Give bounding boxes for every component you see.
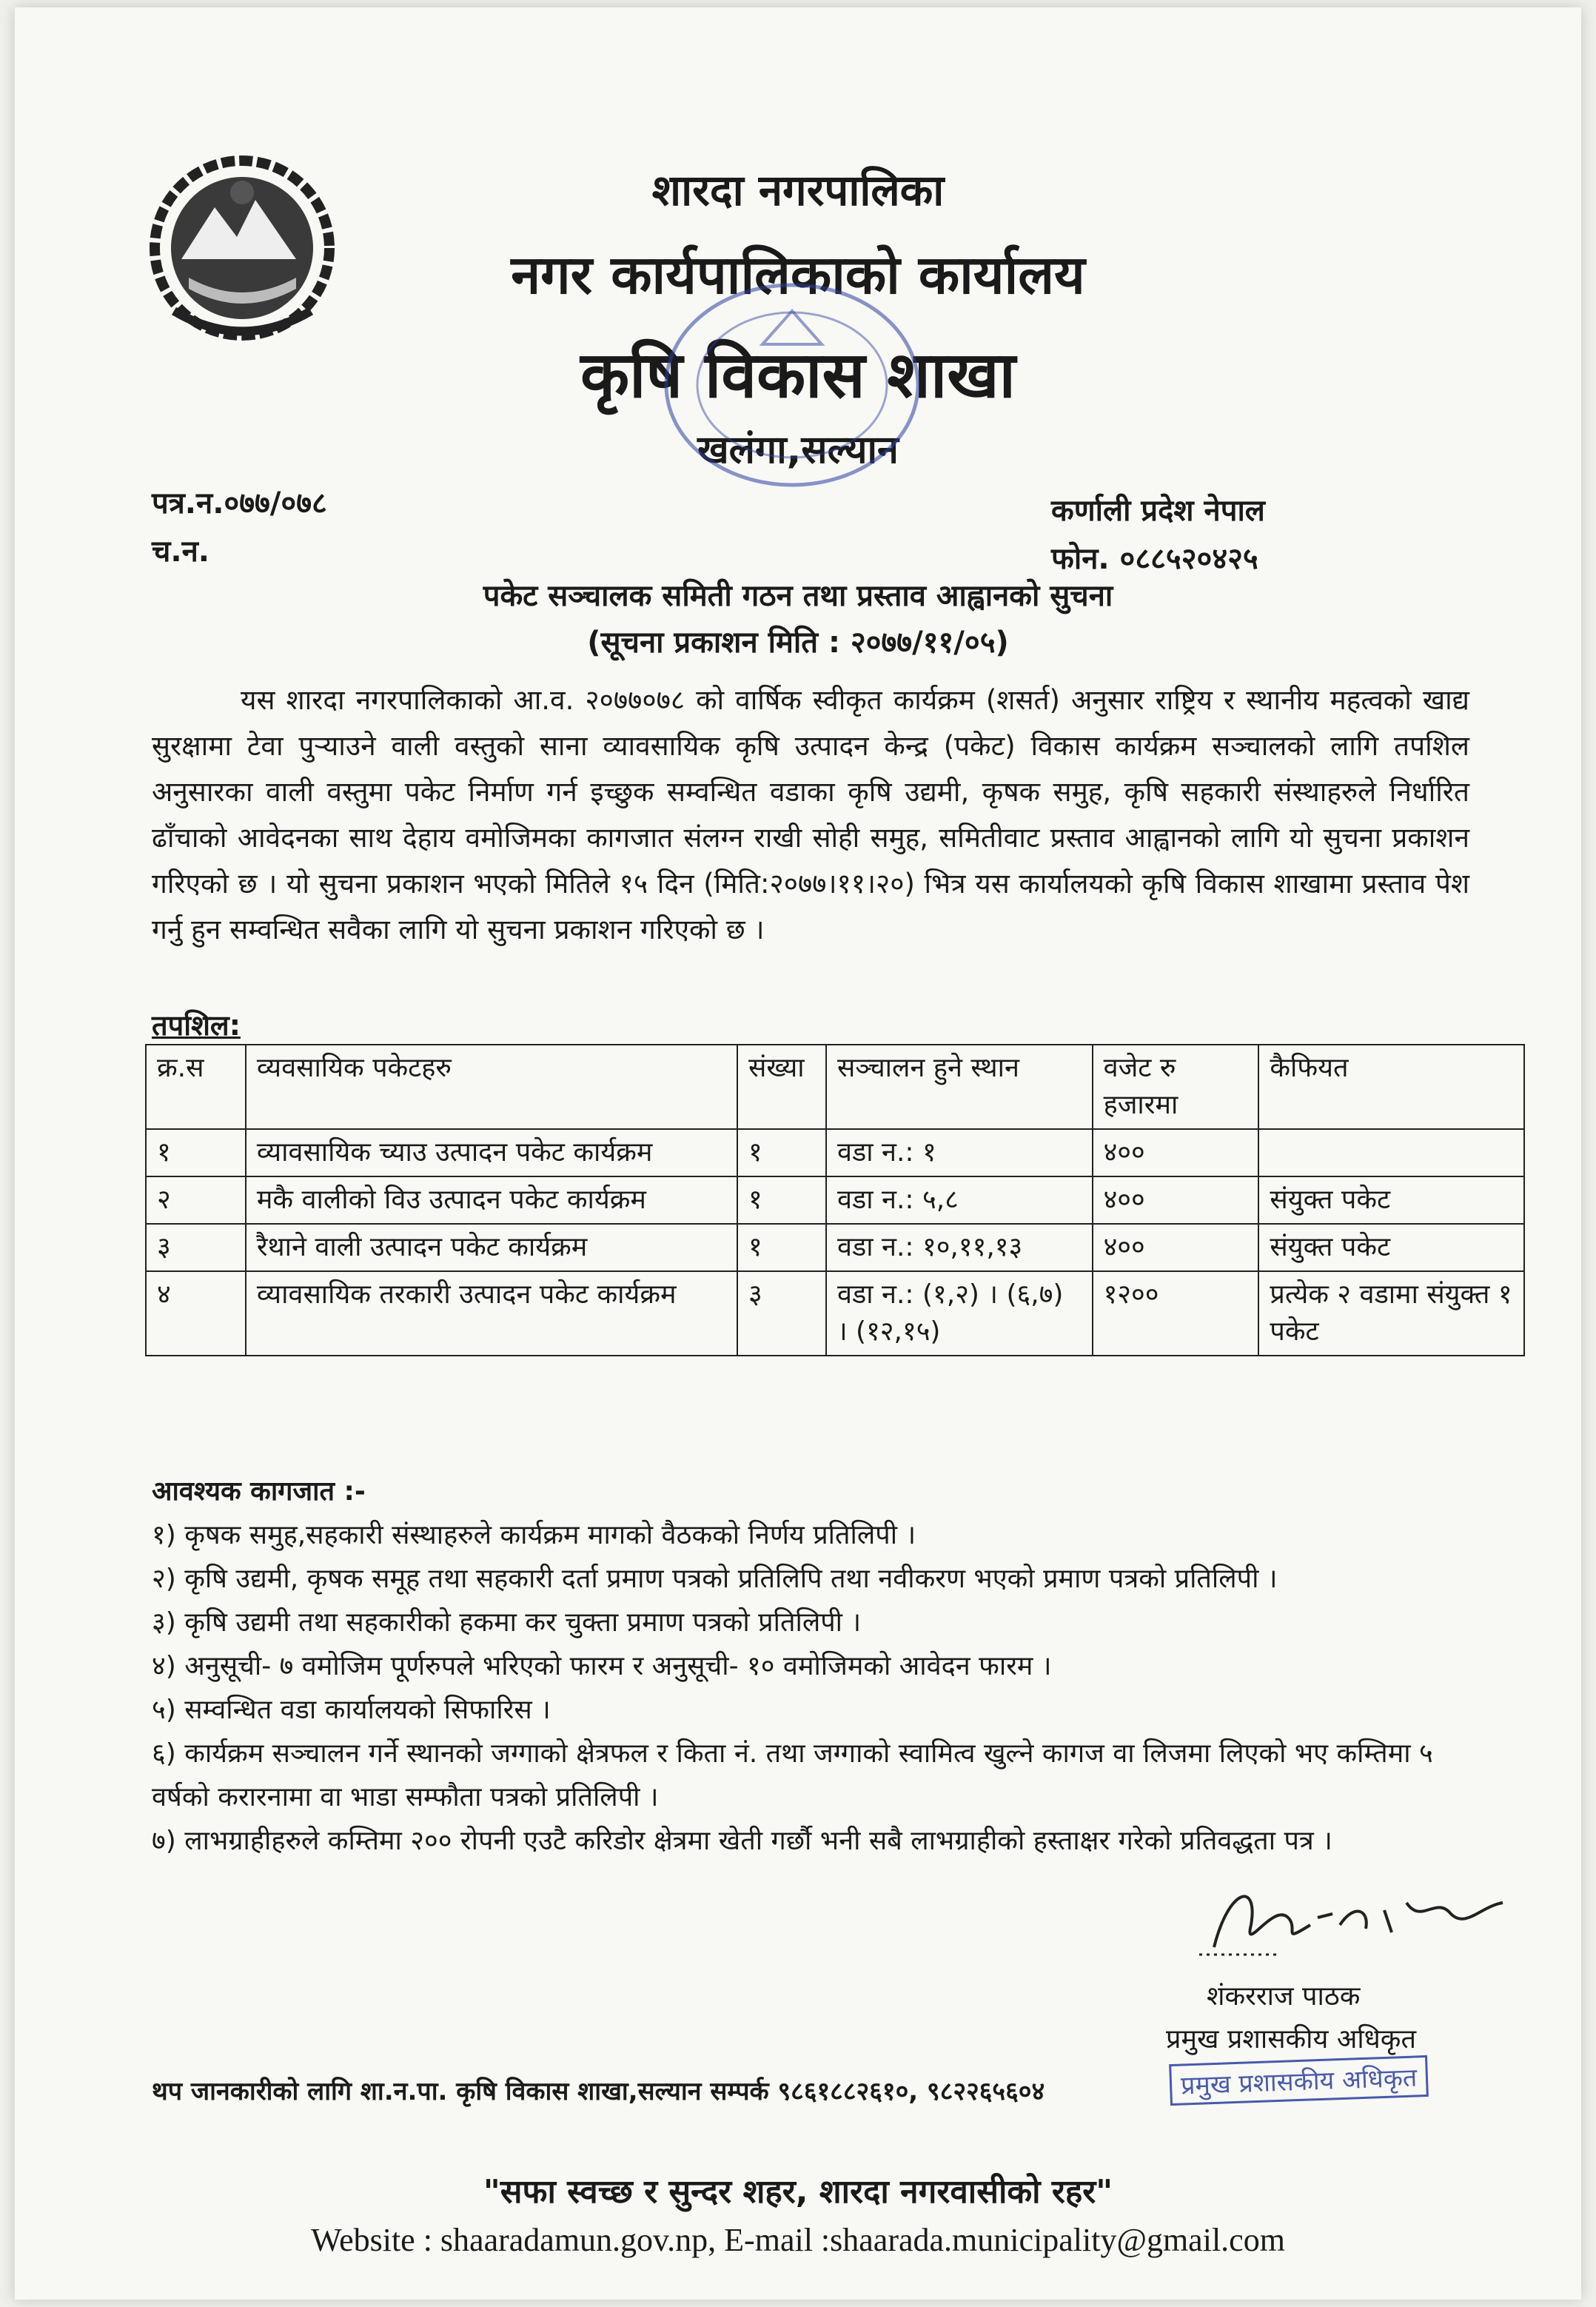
- notice-title: पकेट सञ्चालक समिती गठन तथा प्रस्ताव आह्वानको सुचना: [483, 579, 1113, 613]
- table-cell: १: [737, 1176, 826, 1224]
- required-documents: [152, 1470, 1484, 1863]
- table-row: [146, 1176, 1524, 1224]
- table-cell: ४००: [1093, 1176, 1259, 1224]
- contact-info: थप जानकारीको लागि शा.न.पा. कृषि विकास शाखा,सल्यान सम्पर्क ९८६१८८२६१०, ९८२२६५६०४: [152, 2077, 1045, 2106]
- handwritten-signature: [1170, 1873, 1525, 1969]
- office-seal-stamp: [651, 270, 933, 500]
- table-cell: ४००: [1093, 1224, 1259, 1271]
- list-item: १) कृषक समुह,सहकारी संस्थाहरुले कार्यक्रम मागको वैठकको निर्णय प्रतिलिपी ।: [152, 1520, 916, 1550]
- table-cell: ४: [146, 1271, 246, 1356]
- table-cell: १२००: [1093, 1271, 1259, 1356]
- col-header-count: संख्या: [737, 1045, 826, 1129]
- province-label: कर्णाली प्रदेश नेपाल: [1051, 494, 1265, 528]
- table-cell: १: [146, 1129, 246, 1176]
- signatory-post: प्रमुख प्रशासकीय अधिकृत: [1166, 2024, 1416, 2055]
- col-header-remarks: कैफियत: [1258, 1045, 1524, 1129]
- list-item: ६) कार्यक्रम सञ्चालन गर्ने स्थानको जग्गाको क्षेत्रफल र किता नं. तथा जग्गाको स्वामित्व खुल्ने कागज वा लिजमा लिएको भए कम्तिमा ५ वर्षको करारनामा वा भाडा सम्फौता पत्रको प्रतिलिपी ।: [152, 1738, 1433, 1812]
- table-cell: रैथाने वाली उत्पादन पकेट कार्यक्रम: [246, 1224, 737, 1271]
- table-cell: वडा न.: १: [826, 1129, 1093, 1176]
- pocket-program-table: [145, 1044, 1525, 1356]
- table-row: [146, 1271, 1524, 1356]
- signatory-name: शंकरराज पाठक: [1207, 1981, 1361, 2012]
- list-item: ७) लाभग्राहीहरुले कम्तिमा २०० रोपनी एउटै करिडोर क्षेत्रमा खेती गर्छौ भनी सबै लाभग्राहीको हस्ताक्षर गरेको प्रतिवद्धता पत्र ।: [152, 1826, 1332, 1856]
- table-cell: संयुक्त पकेट: [1258, 1176, 1524, 1224]
- table-cell: ३: [146, 1224, 246, 1271]
- table-row: [146, 1129, 1524, 1176]
- website-email: Website : shaaradamun.gov.np, E-mail :shaarada.municipality@gmail.com: [311, 2222, 1285, 2258]
- table-cell: वडा न.: १०,११,१३: [826, 1224, 1093, 1271]
- list-item: २) कृषि उद्यमी, कृषक समूह तथा सहकारी दर्ता प्रमाण पत्रको प्रतिलिपि तथा नवीकरण भएको प्रमाण पत्रको प्रतिलिपी ।: [152, 1564, 1278, 1594]
- office-name: नगर कार्यपालिकाको कार्यालय: [511, 244, 1085, 306]
- col-header-pocket: व्यवसायिक पकेटहरु: [246, 1045, 737, 1129]
- table-cell: २: [146, 1176, 246, 1224]
- table-row: [146, 1224, 1524, 1271]
- phone-number: फोन. ०८८५२०४२५: [1051, 542, 1258, 576]
- col-header-budget: वजेट रु हजारमा: [1093, 1045, 1259, 1129]
- table-cell: १: [737, 1129, 826, 1176]
- dispatch-number: च.न.: [152, 535, 209, 569]
- list-item: ४) अनुसूची- ७ वमोजिम पूर्णरुपले भरिएको फारम र अनुसूची- १० वमोजिमको आवेदन फारम ।: [152, 1651, 1052, 1681]
- municipality-name: शारदा नगरपालिका: [651, 165, 945, 215]
- col-header-location: सञ्चालन हुने स्थान: [826, 1045, 1093, 1129]
- table-cell: ३: [737, 1271, 826, 1356]
- list-item: ५) सम्वन्धित वडा कार्यालयको सिफारिस ।: [152, 1695, 551, 1725]
- notice-body: यस शारदा नगरपालिकाको आ.व. २०७७०७८ को वार्षिक स्वीकृत कार्यक्रम (शसर्त) अनुसार राष्ट्रिय र स्थानीय महत्वको खाद्य सुरक्षामा टेवा पुऱ्याउने वाली वस्तुको साना व्यावसायिक कृषि उत्पादन केन्द्र (पकेट) विकास कार्यक्रम सञ्चालको लागि तपशिल अनुसारका वाली वस्तुमा पकेट निर्माण गर्न इच्छुक सम्वन्धित वडाका कृषि उद्यमी, कृषक समुह, कृषि सहकारी संस्थाहरुले निर्धारित ढाँचाको आवेदनका साथ देहाय वमोजिमका कागजात संलग्न राखी सोही समुह, समितीवाट प्रस्ताव आह्वानको लागि यो सुचना प्रकाशन गरिएको छ । यो सुचना प्रकाशन भएको मितिले १५ दिन (मिति:२०७७।११।२०) भित्र यस कार्यालयको कृषि विकास शाखामा प्रस्ताव पेश गर्नु हुन सम्वन्धित सवैका लागि यो सुचना प्रकाशन गरिएको छ ।: [152, 684, 1469, 945]
- list-item: ३) कृषि उद्यमी तथा सहकारीको हकमा कर चुक्ता प्रमाण पत्रको प्रतिलिपी ।: [152, 1607, 862, 1638]
- post-stamp: प्रमुख प्रशासकीय अधिकृत: [1169, 2055, 1429, 2106]
- table-cell: व्यावसायिक तरकारी उत्पादन पकेट कार्यक्रम: [246, 1271, 737, 1356]
- table-cell: प्रत्येक २ वडामा संयुक्त १ पकेट: [1258, 1271, 1524, 1356]
- table-cell: ४००: [1093, 1129, 1259, 1176]
- col-header-sn: क्र.स: [146, 1045, 246, 1129]
- slogan: "सफा स्वच्छ र सुन्दर शहर, शारदा नगरवासीको रहर": [483, 2173, 1113, 2211]
- branch-name: कृषि विकास शाखा: [580, 338, 1016, 412]
- letter-number: पत्र.न.०७७/०७८: [152, 486, 327, 520]
- table-cell: मकै वालीको विउ उत्पादन पकेट कार्यक्रम: [246, 1176, 737, 1224]
- documents-heading: आवश्यक कागजात :-: [152, 1476, 366, 1507]
- table-cell: संयुक्त पकेट: [1258, 1224, 1524, 1271]
- table-cell: वडा न.: (१,२) । (६,७) । (१२,१५): [826, 1271, 1093, 1356]
- table-cell: [1258, 1129, 1524, 1176]
- notice-date: (सूचना प्रकाशन मिति : २०७७/११/०५): [587, 626, 1009, 660]
- table-cell: १: [737, 1224, 826, 1271]
- table-header-row: [146, 1045, 1524, 1129]
- table-cell: व्यावसायिक च्याउ उत्पादन पकेट कार्यक्रम: [246, 1129, 737, 1176]
- notice-page: [15, 7, 1581, 2300]
- table-cell: वडा न.: ५,८: [826, 1176, 1093, 1224]
- office-location: खलंगा,सल्यान: [697, 428, 899, 472]
- details-label: तपशिल:: [152, 1009, 241, 1042]
